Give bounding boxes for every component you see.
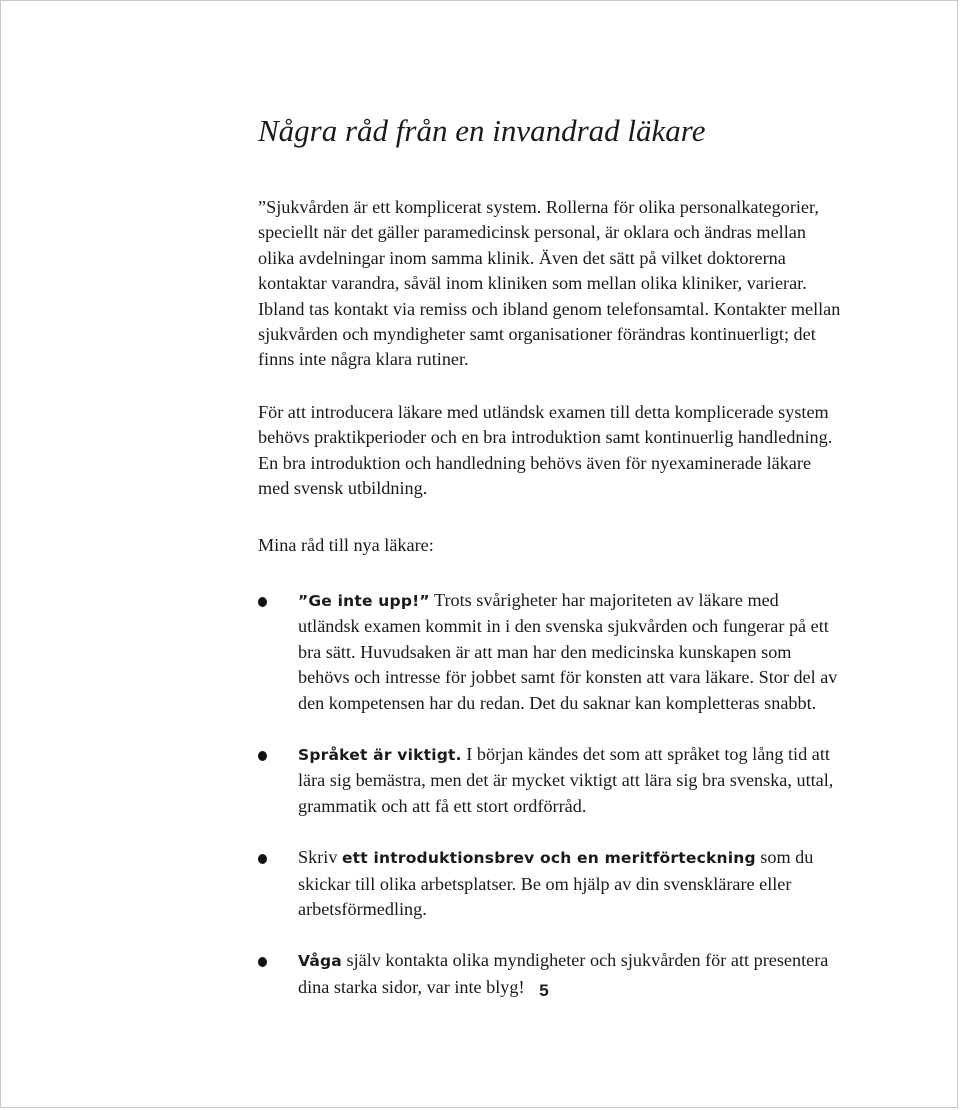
page-title: Några råd från en invandrad läkare [258,113,706,148]
advice-heading: Mina råd till nya läkare: [258,535,434,556]
page-number: 5 [539,981,549,1000]
advice-text: själv kontakta olika myndigheter och sjukvården för att presentera dina starka sidor, var inte blyg! [298,950,829,997]
advice-text: som du skickar till olika arbetsplatser. Be om hjälp av din svensklärare eller arbetsförmedling. [298,847,814,919]
advice-emphasis: ett introduktionsbrev och en meritförteckning [341,849,756,868]
advice-emphasis: Våga [298,952,342,971]
advice-text: Trots svårigheter har majoriteten av läkare med utländsk examen kommit in i den svenska sjukvården och fungerar på ett bra sätt. Huvudsaken är att man har den medicinska kunskapen som behövs och intresse för jobbet samt för konsten att vara läkare. Stor del av den kompetensen har du redan. Det du saknar kan kompletteras snabbt. [298,589,838,713]
bullet-icon [258,957,267,967]
introduction-paragraph: För att introducera läkare med utländsk examen till detta komplicerade system behövs praktikperioder och en bra introduktion samt kontinuerlig handledning. En bra introduktion och handledning behövs även för nyexaminerade läkare med svensk utbildning. [258,401,833,499]
list-item [258,845,842,922]
bullet-icon [258,751,267,761]
advice-list [258,588,842,1000]
advice-emphasis: Språket är viktigt. [298,745,462,764]
advice-text: I början kändes det som att språket tog lång tid att lära sig bemästra, men det är mycket viktigt att lära sig bra svenska, uttal, grammatik och att få ett stort ordförråd. [298,743,834,816]
list-item [258,742,842,819]
bullet-icon [258,597,267,607]
list-item [258,588,842,716]
body-content [258,195,842,1000]
bullet-icon [258,854,267,864]
intro-paragraph: ”Sjukvården är ett komplicerat system. Rollerna för olika personalkategorier, speciellt när det gäller paramedicinsk personal, är oklara och ändras mellan olika avdelningar inom samma klinik. Även det sätt på vilket doktorerna kontaktar varandra, såväl inom kliniken som mellan olika kliniker, varierar. Ibland tas kontakt via remiss och ibland genom telefonsamtal. Kontakter mellan sjukvården och myndigheter samt organisationer förändras kontinuerligt; det finns inte några klara rutiner. [258,197,841,370]
advice-lead: Skriv [298,847,342,868]
advice-emphasis: ”Ge inte upp!” [298,591,430,610]
